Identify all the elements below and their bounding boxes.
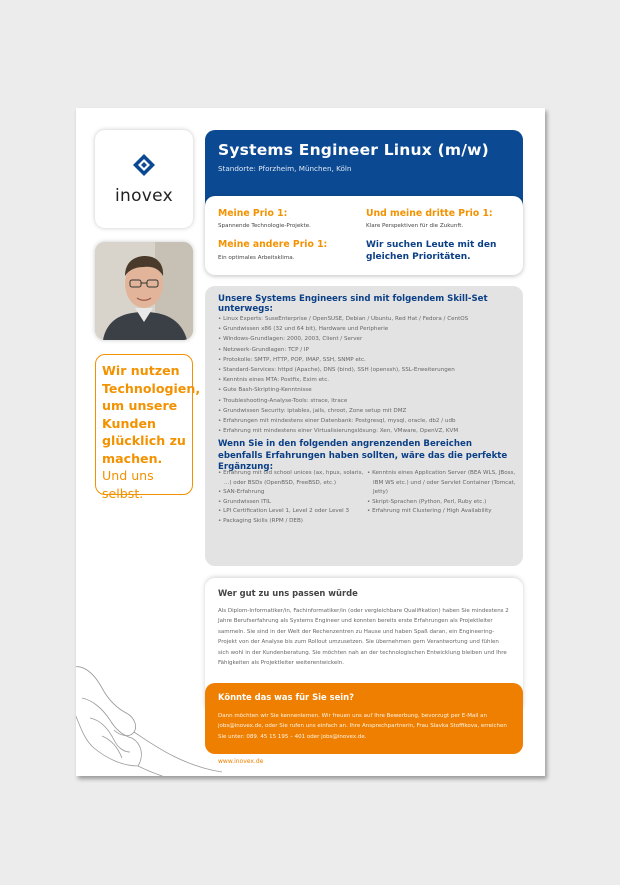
bonus-skills-heading: Wenn Sie in den folgenden angrenzenden Bereichen ebenfalls Erfahrungen haben sollten, wäre das die perfekte Ergänzung: <box>218 439 508 472</box>
prio-summary: Wir suchen Leute mit den gleichen Prioritäten. <box>366 240 497 262</box>
prio-2-text: Ein optimales Arbeitsklima. <box>218 255 295 261</box>
bonus-skill-item: • Kenntnis eines Application Server (BEA WLS, JBoss, IBM WS etc.) und / oder Servlet Container (Tomcat, Jetty) <box>367 469 517 498</box>
bonus-skill-item: • Grundwissen ITIL <box>218 498 366 508</box>
job-locations: Standorte: Pforzheim, München, Köln <box>218 164 352 173</box>
bonus-skill-item: • LPI Certification Level 1, Level 2 oder Level 3 <box>218 507 366 517</box>
job-title: Systems Engineer Linux (m/w) <box>218 141 489 159</box>
contact-heading: Könnte das was für Sie sein? <box>218 692 354 702</box>
skill-item: • Grundwissen Security: iptables, jails, chroot, Zone setup mit DMZ <box>218 406 468 416</box>
website-link[interactable]: www.inovex.de <box>218 758 264 765</box>
slogan-box <box>95 354 201 501</box>
prio-2-title: Meine andere Prio 1: <box>218 239 328 250</box>
contact-text[interactable]: Dann möchten wir Sie kennenlernen. Wir freuen uns auf Ihre Bewerbung, bevorzugt per E-Mail an jobs@inovex.de, oder Sie rufen uns einfach an. Ihre Ansprechpartnerin, Frau Slavka Stoffikova, erreichen Sie unter: 089. 45 15 195 – 401 oder jobs@inovex.de. <box>218 713 507 740</box>
company-logo-text: inovex <box>115 186 173 206</box>
skill-item: • Protokolle: SMTP, HTTP, POP, IMAP, SSH, SNMP etc. <box>218 355 468 365</box>
skills-heading: Unsere Systems Engineers sind mit folgendem Skill-Set unterwegs: <box>218 294 488 314</box>
slogan-line: Kunden <box>102 415 156 431</box>
inovex-diamond-icon <box>133 154 155 180</box>
slogan-line: um unsere <box>102 398 178 413</box>
skills-section <box>205 286 523 566</box>
slogan-line: Technologien, <box>102 380 201 396</box>
skill-item: • Gute Bash-Skripting-Kenntnisse <box>218 385 468 395</box>
bonus-skill-item: • Packaging Skills (RPM / DEB) <box>218 517 366 527</box>
skill-item: • Windows-Grundlagen: 2000, 2003, Client / Server <box>218 334 468 344</box>
skills-list <box>218 314 468 436</box>
skill-item: • Linux Experts: SuseEnterprise / OpenSUSE, Debian / Ubuntu, Red Hat / Fedora / CentOS <box>218 314 468 324</box>
skill-item: • Kenntnis eines MTA: Postfix, Exim etc. <box>218 375 468 385</box>
slogan-line: Wir nutzen <box>102 363 180 378</box>
slogan-line: glücklich zu <box>102 433 186 448</box>
prio-3-title: Und meine dritte Prio 1: <box>366 208 493 219</box>
employee-photo <box>95 242 193 340</box>
slogan-plain-line: Und uns selbst. <box>102 468 154 501</box>
profile-heading: Wer gut zu uns passen würde <box>218 588 358 598</box>
skill-item: • Grundwissen x86 (32 und 64 bit), Hardware und Peripherie <box>218 324 468 334</box>
prio-1-text: Spannende Technologie-Projekte. <box>218 223 311 229</box>
bonus-skills-right <box>367 469 517 517</box>
skill-item: • Erfahrung mit mindestens einer Virtualisierungslösung: Xen, VMware, OpenVZ, KVM <box>218 426 468 436</box>
priorities-card <box>205 196 523 275</box>
bonus-skill-item: • Erfahrung mit Clustering / High Availability <box>367 507 517 517</box>
bonus-skill-item: • SAN-Erfahrung <box>218 488 366 498</box>
bonus-skills-left <box>218 469 366 527</box>
job-flyer-page <box>76 108 545 776</box>
company-logo-card <box>95 130 193 228</box>
bonus-skill-item: • Erfahrung mit old school unices (ax, hpux, solaris, ...) oder BSDs (OpenBSD, FreeBSD, etc.) <box>218 469 366 488</box>
prio-3-text: Klare Perspektiven für die Zukunft. <box>366 223 464 229</box>
prio-1-title: Meine Prio 1: <box>218 208 288 219</box>
skill-item: • Netzwerk-Grundlagen: TCP / IP <box>218 345 468 355</box>
bonus-skill-item: • Skript-Sprachen (Python, Perl, Ruby etc.) <box>367 498 517 508</box>
skill-item: • Erfahrungen mit mindestens einer Datenbank: Postgresql, mysql, oracle, db2 / udb <box>218 416 468 426</box>
hand-mouse-drawing <box>76 648 222 776</box>
slogan-line: machen. <box>102 450 163 466</box>
skill-item: • Standard-Services: httpd (Apache), DNS (bind), SSH (openssh), SSL-Erweiterungen <box>218 365 468 375</box>
contact-section <box>205 683 523 754</box>
skill-item: • Troubleshooting-Analyse-Tools: strace, ltrace <box>218 396 468 406</box>
profile-text: Als Diplom-Informatiker/in, Fachinformatiker/in (oder vergleichbare Qualifikation) haben Sie mindestens 2 Jahre Berufserfahrung als Systems Engineer und konnten bereits erste Erfahrungen als Projektleiter sammeln. Sie sind in der Welt der Rechenzentren zu Hause und haben Spaß daran, ein Engineering-Projekt von der Analyse bis zum Rollout umzusetzen. Sie übernehmen gern Verantwortung und fühlen sich wohl in der Kundenberatung. Sie möchten nah an der technologischen Entwicklung bleiben und Ihre Fähigkeiten als Projektleiter weiterentwickeln. <box>218 608 509 667</box>
